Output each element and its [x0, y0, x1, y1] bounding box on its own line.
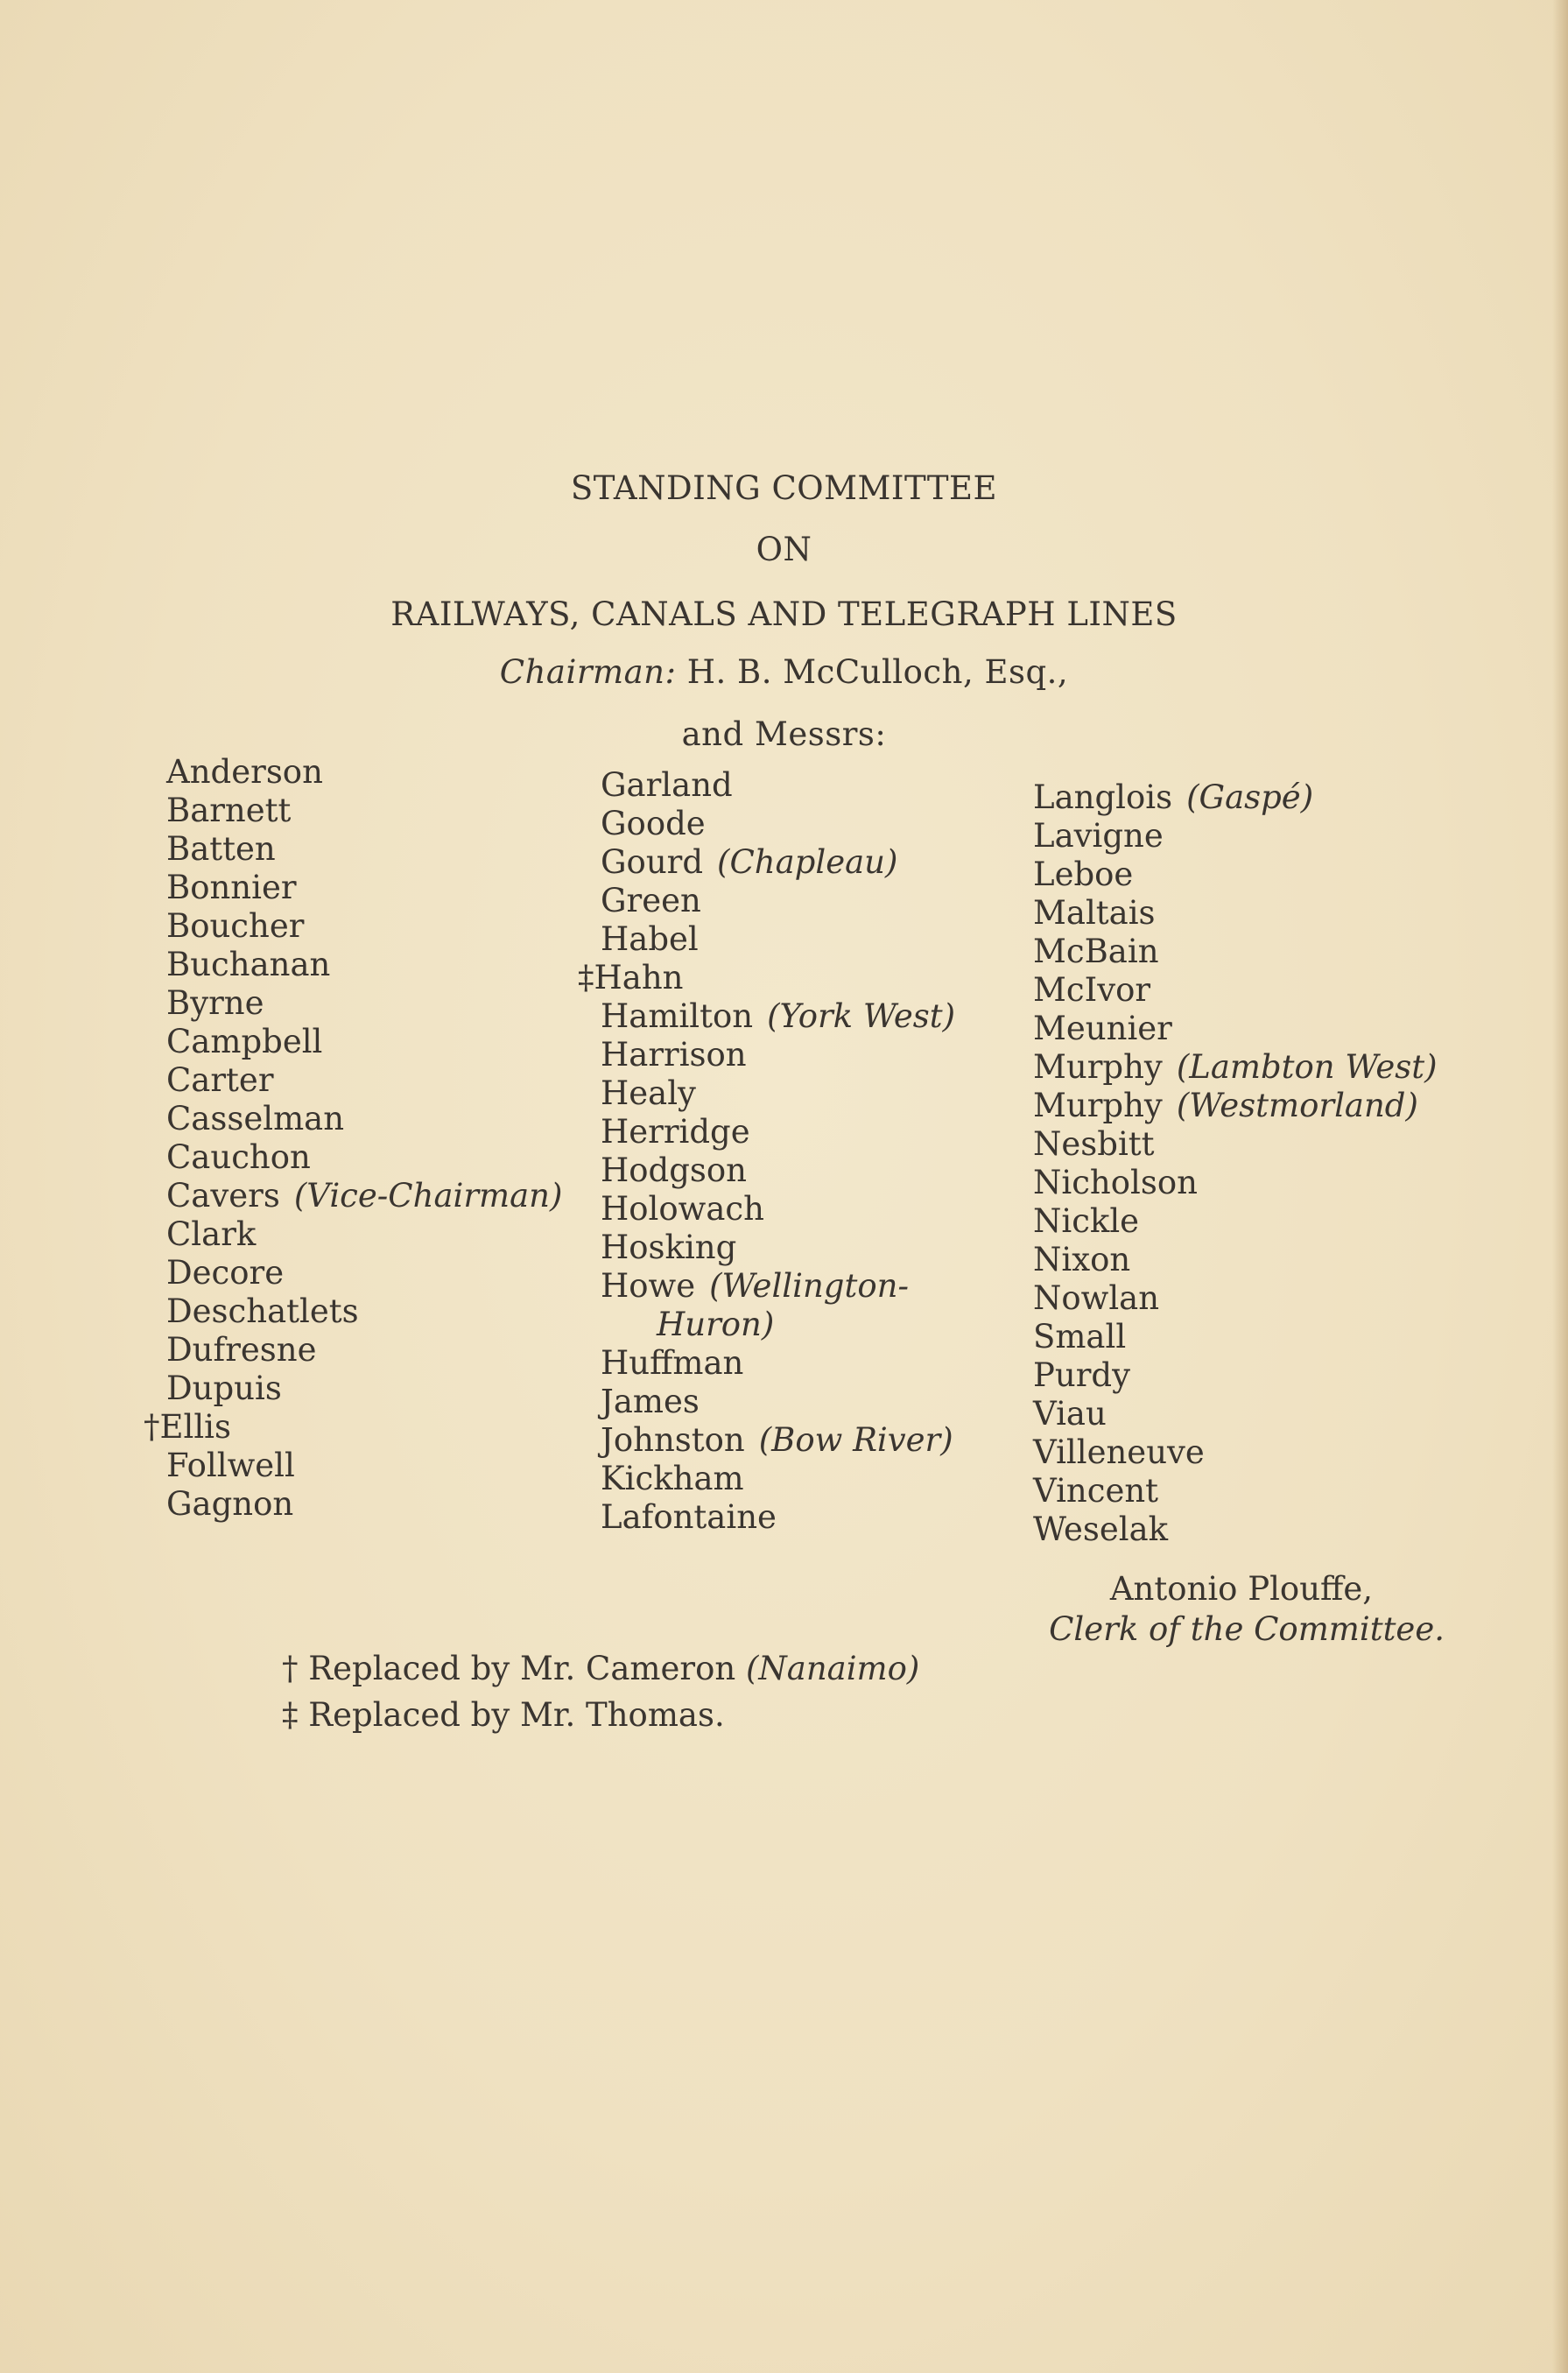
member-entry: [166, 1138, 562, 1177]
member-name: Harrison: [601, 1036, 747, 1074]
member-name: James: [601, 1383, 700, 1420]
member-name: Nicholson: [1033, 1164, 1198, 1201]
member-name: Nickle: [1033, 1202, 1140, 1240]
footnote: [282, 1696, 725, 1734]
member-entry: [166, 1292, 562, 1331]
member-name: Boucher: [166, 907, 305, 945]
member-name: Decore: [166, 1254, 285, 1292]
committee-on: ON: [756, 531, 812, 568]
member-entry: [601, 1151, 955, 1190]
member-name: Cauchon: [166, 1138, 311, 1176]
member-riding: (Gaspé): [1186, 778, 1314, 816]
members-column-1: [144, 753, 563, 1524]
member-entry: [1033, 1202, 1438, 1241]
member-name: Hodgson: [601, 1151, 748, 1189]
member-name: Green: [601, 882, 701, 919]
member-entry: [1033, 1472, 1438, 1510]
member-name: Nixon: [1033, 1241, 1131, 1278]
member-name: Goode: [601, 805, 706, 842]
member-entry: [1033, 817, 1438, 856]
member-entry: [601, 920, 955, 959]
member-entry: [166, 1370, 562, 1408]
footnote-text: Replaced by Mr. Thomas.: [308, 1696, 725, 1734]
member-entry: [1033, 1433, 1438, 1472]
member-entry: [1033, 1125, 1438, 1164]
member-entry: [1033, 856, 1438, 894]
member-riding: (York West): [767, 997, 956, 1035]
clerk-title: Clerk of the Committee.: [1049, 1610, 1445, 1648]
member-entry: [1033, 1510, 1438, 1549]
and-messrs: and Messrs:: [681, 715, 887, 753]
member-entry: [166, 1100, 562, 1138]
member-entry: [166, 753, 562, 792]
member-entry: [166, 1061, 562, 1100]
member-entry: [601, 1036, 955, 1074]
member-name: Vincent: [1033, 1472, 1159, 1510]
member-name: Leboe: [1033, 856, 1134, 893]
member-entry: [1033, 778, 1438, 817]
member-entry: [1033, 1395, 1438, 1433]
member-name: Buchanan: [166, 946, 331, 983]
member-name: Bonnier: [166, 869, 297, 906]
member-name: Hosking: [601, 1229, 737, 1266]
page-edge-shadow: [1552, 0, 1568, 2373]
member-name: Howe: [601, 1267, 696, 1305]
clerk-name: Antonio Plouffe,: [1109, 1570, 1373, 1608]
member-entry: [601, 997, 955, 1036]
member-entry: [166, 869, 562, 907]
clerk-signature: [1024, 1569, 1445, 1650]
member-entry: [601, 766, 955, 805]
member-name: Ellis: [159, 1408, 231, 1446]
member-riding: (Wellington-: [709, 1267, 909, 1305]
member-mark: †: [144, 1408, 160, 1446]
member-name: Anderson: [166, 753, 323, 791]
member-entry: [166, 1331, 562, 1370]
member-name: Purdy: [1033, 1356, 1130, 1394]
member-riding: (Westmorland): [1176, 1087, 1418, 1124]
member-name: Follwell: [166, 1447, 295, 1484]
member-entry: [601, 1113, 955, 1151]
footnote: [282, 1650, 919, 1687]
member-name: Herridge: [601, 1113, 750, 1151]
member-name: Deschatlets: [166, 1292, 359, 1330]
committee-subject: RAILWAYS, CANALS AND TELEGRAPH LINES: [390, 595, 1178, 633]
member-entry: [601, 843, 955, 882]
member-entry: [166, 1485, 562, 1524]
member-name: Johnston: [601, 1421, 745, 1459]
footnote-mark: ‡: [282, 1696, 299, 1734]
member-name: Byrne: [166, 984, 264, 1022]
members-column-2: [578, 766, 956, 1537]
member-name: Casselman: [166, 1100, 345, 1137]
member-name: Dufresne: [166, 1331, 317, 1369]
footnote-riding: (Nanaimo): [745, 1650, 920, 1687]
member-name: Lafontaine: [601, 1498, 777, 1536]
member-name: Holowach: [601, 1190, 764, 1228]
member-name: Healy: [601, 1074, 696, 1112]
member-entry: [1033, 971, 1438, 1010]
member-name: Kickham: [601, 1460, 744, 1497]
member-entry: [601, 1229, 955, 1267]
member-name: Hahn: [594, 959, 684, 996]
member-entry: [601, 1344, 955, 1383]
member-entry: [166, 1177, 562, 1215]
member-entry: [1033, 1318, 1438, 1356]
member-name: Nesbitt: [1033, 1125, 1155, 1163]
member-mark: ‡: [578, 959, 594, 996]
member-entry: [1033, 1279, 1438, 1318]
member-entry: [1033, 1241, 1438, 1279]
member-name: Clark: [166, 1215, 257, 1253]
member-name: Gagnon: [166, 1485, 294, 1523]
member-name: McIvor: [1033, 971, 1151, 1009]
member-entry: [601, 1498, 955, 1537]
member-name: Murphy: [1033, 1087, 1163, 1124]
footnote-mark: †: [282, 1650, 299, 1687]
member-name: Barnett: [166, 792, 292, 829]
member-name: McBain: [1033, 933, 1159, 970]
member-entry: [1033, 1087, 1438, 1125]
member-name: Cavers: [166, 1177, 280, 1215]
member-entry: [1033, 1010, 1438, 1048]
member-entry: [601, 1074, 955, 1113]
member-name: Hamilton: [601, 997, 754, 1035]
member-entry: [578, 959, 955, 997]
member-name: Gourd: [601, 843, 704, 881]
member-riding-continued: Huron): [657, 1306, 775, 1343]
member-name: Dupuis: [166, 1370, 282, 1407]
member-name: Weselak: [1033, 1510, 1169, 1548]
member-entry: [166, 830, 562, 869]
member-riding: (Bow River): [758, 1421, 953, 1459]
member-riding: (Chapleau): [717, 843, 898, 881]
member-entry: [1033, 1356, 1438, 1395]
member-entry: [601, 1421, 955, 1460]
member-entry: [1033, 1048, 1438, 1087]
member-entry: [1033, 1164, 1438, 1202]
member-entry: [601, 805, 955, 843]
member-riding: (Vice-Chairman): [293, 1177, 563, 1215]
member-name: Batten: [166, 830, 276, 868]
members-column-3: [1033, 778, 1438, 1549]
member-name: Garland: [601, 766, 733, 804]
member-entry: [166, 907, 562, 946]
member-name: Langlois: [1033, 778, 1173, 816]
member-entry: [166, 1215, 562, 1254]
member-name: Small: [1033, 1318, 1127, 1355]
committee-title: STANDING COMMITTEE: [570, 469, 998, 507]
member-entry: [166, 946, 562, 984]
member-name: Meunier: [1033, 1010, 1172, 1047]
member-entry: [166, 792, 562, 830]
member-name: Habel: [601, 920, 699, 958]
chairman-label: Chairman:: [499, 653, 677, 691]
member-entry: [166, 984, 562, 1023]
chairman-name: H. B. McCulloch, Esq.,: [686, 653, 1069, 691]
member-name: Murphy: [1033, 1048, 1163, 1086]
member-entry: [601, 1190, 955, 1229]
member-name: Villeneuve: [1033, 1433, 1205, 1471]
member-entry: [1033, 894, 1438, 933]
member-entry: [1033, 933, 1438, 971]
member-entry: [166, 1254, 562, 1292]
member-name: Lavigne: [1033, 817, 1164, 855]
member-name: Huffman: [601, 1344, 744, 1382]
member-entry: [144, 1408, 562, 1447]
member-name: Maltais: [1033, 894, 1156, 932]
member-entry: [166, 1023, 562, 1061]
member-entry: [601, 1460, 955, 1498]
member-entry: [166, 1447, 562, 1485]
member-name: Viau: [1033, 1395, 1107, 1433]
member-entry: [601, 1267, 955, 1306]
member-name: Carter: [166, 1061, 274, 1099]
member-entry: [601, 882, 955, 920]
member-entry: [601, 1383, 955, 1421]
chairman-line: [0, 653, 1568, 691]
member-riding: (Lambton West): [1176, 1048, 1438, 1086]
footnote-text: Replaced by Mr. Cameron: [308, 1650, 736, 1687]
member-name: Nowlan: [1033, 1279, 1160, 1317]
member-name: Campbell: [166, 1023, 323, 1060]
